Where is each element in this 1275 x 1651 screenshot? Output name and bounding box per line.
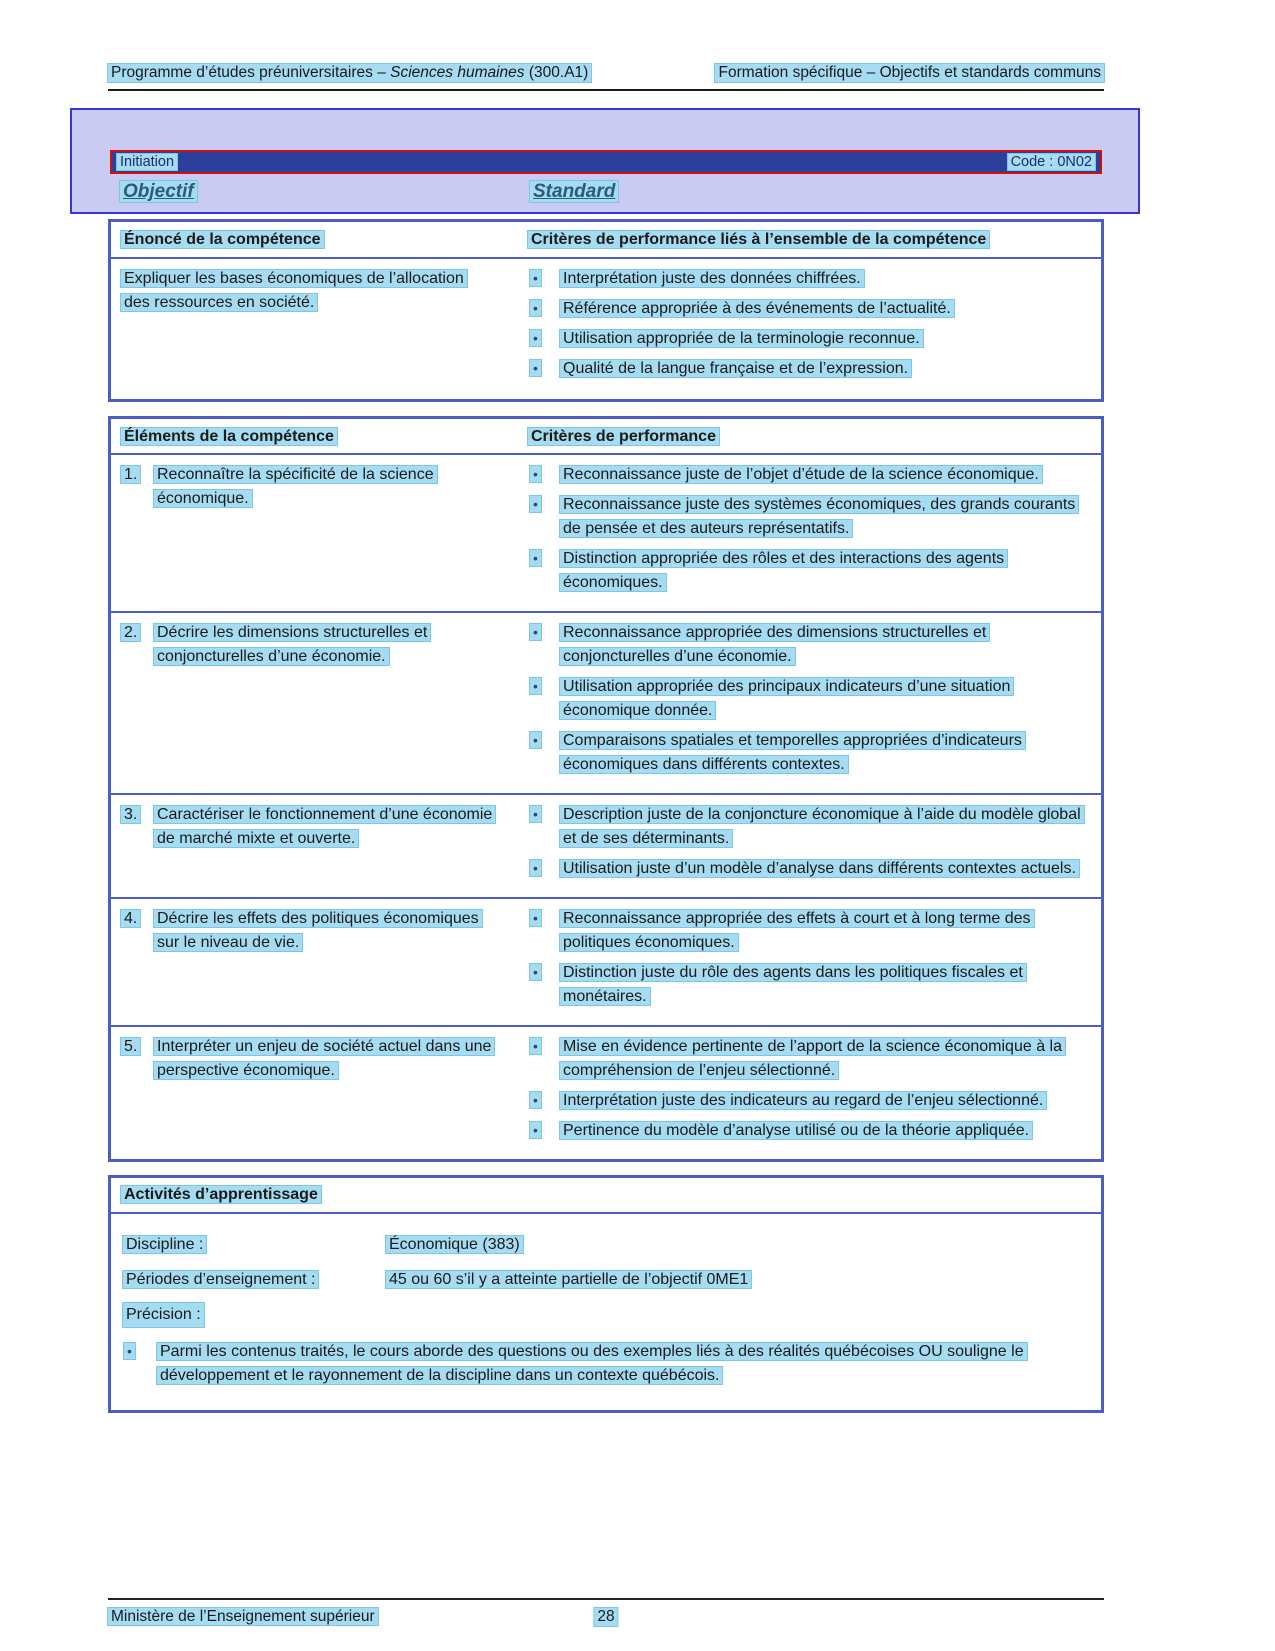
criterion bbox=[528, 463, 1091, 487]
criterion-text: Mise en évidence pertinente de l’apport de la science économique à la compréhension de l’enjeu sélectionné. bbox=[560, 1038, 1065, 1079]
element-number: 2. bbox=[121, 624, 140, 641]
bullet-icon: • bbox=[530, 860, 541, 876]
competence-table-header bbox=[111, 222, 1101, 259]
criterion bbox=[528, 1119, 1091, 1143]
bullet-icon: • bbox=[530, 300, 541, 316]
elements-header-left-cell bbox=[121, 426, 528, 448]
objectif-standard-row bbox=[110, 181, 1102, 203]
standard-heading: Standard bbox=[530, 181, 618, 202]
criterion bbox=[528, 493, 1091, 541]
competence-header-right-cell bbox=[528, 229, 1091, 251]
bullet-icon: • bbox=[530, 732, 541, 748]
criterion bbox=[528, 803, 1091, 851]
course-title: Initiation bbox=[117, 154, 177, 171]
header-left-italic: Sciences humaines bbox=[390, 64, 525, 81]
criterion bbox=[528, 907, 1091, 955]
criterion bbox=[528, 1089, 1091, 1113]
page-footer bbox=[108, 1598, 1104, 1626]
competence-header-right: Critères de performance liés à l’ensemble de la compétence bbox=[528, 231, 989, 248]
bullet-icon: • bbox=[530, 1092, 541, 1108]
element-row bbox=[111, 455, 1101, 613]
criterion-text: Comparaisons spatiales et temporelles appropriées d’indicateurs économiques dans différents contextes. bbox=[560, 732, 1025, 773]
precision-row bbox=[123, 1303, 1089, 1327]
element-text: Caractériser le fonctionnement d’une économie de marché mixte et ouverte. bbox=[154, 806, 495, 847]
periods-row bbox=[123, 1268, 1089, 1292]
bullet-icon: • bbox=[530, 270, 541, 286]
precision-label: Précision : bbox=[123, 1303, 204, 1327]
criterion bbox=[528, 357, 1091, 381]
criterion-text: Distinction juste du rôle des agents dans les politiques fiscales et monétaires. bbox=[560, 964, 1026, 1005]
criterion bbox=[528, 857, 1091, 881]
criterion-text: Interprétation juste des indicateurs au regard de l’enjeu sélectionné. bbox=[560, 1092, 1046, 1109]
page-header bbox=[108, 64, 1104, 91]
bullet-icon: • bbox=[530, 624, 541, 640]
element-number: 5. bbox=[121, 1038, 140, 1055]
elements-header-right-cell bbox=[528, 426, 1091, 448]
element-text: Interpréter un enjeu de société actuel dans une perspective économique. bbox=[154, 1038, 494, 1079]
competence-criteria-cell bbox=[528, 267, 1091, 387]
criterion bbox=[528, 327, 1091, 351]
standard-cell bbox=[530, 181, 618, 203]
bullet-icon: • bbox=[530, 550, 541, 566]
criterion bbox=[528, 961, 1091, 1009]
course-code: Code : 0N02 bbox=[1008, 154, 1095, 171]
criterion-text: Reconnaissance juste de l’objet d’étude de la science économique. bbox=[560, 466, 1042, 483]
objectif-heading: Objectif bbox=[120, 181, 197, 202]
competence-header-left: Énoncé de la compétence bbox=[121, 231, 324, 248]
bullet-icon: • bbox=[530, 806, 541, 822]
elements-table-header bbox=[111, 419, 1101, 456]
discipline-row bbox=[123, 1233, 1089, 1257]
element-text: Décrire les effets des politiques économiques sur le niveau de vie. bbox=[154, 910, 482, 951]
criterion bbox=[528, 297, 1091, 321]
criterion-text: Reconnaissance appropriée des effets à court et à long terme des politiques économiques. bbox=[560, 910, 1034, 951]
bullet-icon: • bbox=[530, 360, 541, 376]
periods-value: 45 ou 60 s’il y a atteinte partielle de l’objectif 0ME1 bbox=[386, 1271, 751, 1288]
objectif-cell bbox=[110, 181, 530, 203]
course-title-bar bbox=[110, 150, 1102, 174]
criterion-text: Interprétation juste des données chiffrées. bbox=[560, 270, 864, 287]
criterion bbox=[528, 547, 1091, 595]
bullet-icon: • bbox=[530, 678, 541, 694]
competence-table-body bbox=[111, 259, 1101, 399]
element-row bbox=[111, 899, 1101, 1027]
bullet-icon: • bbox=[530, 1038, 541, 1054]
precision-text: Parmi les contenus traités, le cours aborde des questions ou des exemples liés à des réalités québécoises OU souligne le développement et le rayonnement de la discipline dans un contexte québécois. bbox=[157, 1343, 1027, 1384]
activities-title: Activités d’apprentissage bbox=[121, 1186, 321, 1203]
criterion bbox=[528, 621, 1091, 669]
periods-label: Périodes d’enseignement : bbox=[123, 1271, 318, 1288]
criterion-text: Distinction appropriée des rôles et des interactions des agents économiques. bbox=[560, 550, 1007, 591]
element-row bbox=[111, 795, 1101, 899]
element-number: 1. bbox=[121, 466, 140, 483]
bullet-icon: • bbox=[530, 466, 541, 482]
header-left-prefix: Programme d’études préuniversitaires – bbox=[111, 64, 391, 81]
competence-header-left-cell bbox=[121, 229, 528, 251]
criterion bbox=[528, 729, 1091, 777]
criterion-text: Reconnaissance appropriée des dimensions structurelles et conjoncturelles d’une économie. bbox=[560, 624, 989, 665]
precision-criterion bbox=[123, 1340, 1089, 1388]
elements-table bbox=[108, 416, 1104, 1163]
element-text: Reconnaître la spécificité de la science économique. bbox=[154, 466, 437, 507]
header-left bbox=[108, 64, 591, 82]
criterion bbox=[528, 1035, 1091, 1083]
activities-table-header bbox=[111, 1178, 1101, 1214]
element-row bbox=[111, 1027, 1101, 1159]
discipline-label: Discipline : bbox=[123, 1236, 206, 1253]
criterion-text: Description juste de la conjoncture économique à l’aide du modèle global et de ses déterminants. bbox=[560, 806, 1084, 847]
page-number: 28 bbox=[594, 1608, 617, 1626]
bullet-icon: • bbox=[124, 1343, 135, 1359]
criterion-text: Utilisation juste d’un modèle d’analyse dans différents contextes actuels. bbox=[560, 860, 1079, 877]
elements-header-left: Éléments de la compétence bbox=[121, 428, 337, 445]
header-right: Formation spécifique – Objectifs et standards communs bbox=[715, 64, 1104, 82]
activities-table-body bbox=[111, 1214, 1101, 1410]
bullet-icon: • bbox=[530, 496, 541, 512]
bullet-icon: • bbox=[530, 964, 541, 980]
criterion-text: Utilisation appropriée des principaux indicateurs d’une situation économique donnée. bbox=[560, 678, 1013, 719]
competence-statement-cell bbox=[121, 267, 528, 387]
element-text: Décrire les dimensions structurelles et conjoncturelles d’une économie. bbox=[154, 624, 430, 665]
criterion-text: Utilisation appropriée de la terminologie reconnue. bbox=[560, 330, 923, 347]
criterion-text: Qualité de la langue française et de l’expression. bbox=[560, 360, 911, 377]
element-number: 3. bbox=[121, 806, 140, 823]
objective-standard-box bbox=[70, 108, 1140, 214]
element-row bbox=[111, 613, 1101, 795]
footer-text: Ministère de l’Enseignement supérieur bbox=[108, 1608, 378, 1625]
criterion bbox=[528, 675, 1091, 723]
criterion-text: Reconnaissance juste des systèmes économiques, des grands courants de pensée et des auteurs représentatifs. bbox=[560, 496, 1078, 537]
header-left-suffix: (300.A1) bbox=[524, 64, 589, 81]
activities-table bbox=[108, 1175, 1104, 1413]
criterion-text: Pertinence du modèle d’analyse utilisé ou de la théorie appliquée. bbox=[560, 1122, 1032, 1139]
competence-table bbox=[108, 219, 1104, 402]
element-number: 4. bbox=[121, 910, 140, 927]
criterion bbox=[528, 267, 1091, 291]
bullet-icon: • bbox=[530, 1122, 541, 1138]
bullet-icon: • bbox=[530, 910, 541, 926]
elements-header-right: Critères de performance bbox=[528, 428, 719, 445]
bullet-icon: • bbox=[530, 330, 541, 346]
document-page bbox=[108, 64, 1104, 1413]
competence-statement: Expliquer les bases économiques de l’allocation des ressources en société. bbox=[121, 270, 467, 311]
discipline-value: Économique (383) bbox=[386, 1236, 523, 1253]
criterion-text: Référence appropriée à des événements de l’actualité. bbox=[560, 300, 954, 317]
